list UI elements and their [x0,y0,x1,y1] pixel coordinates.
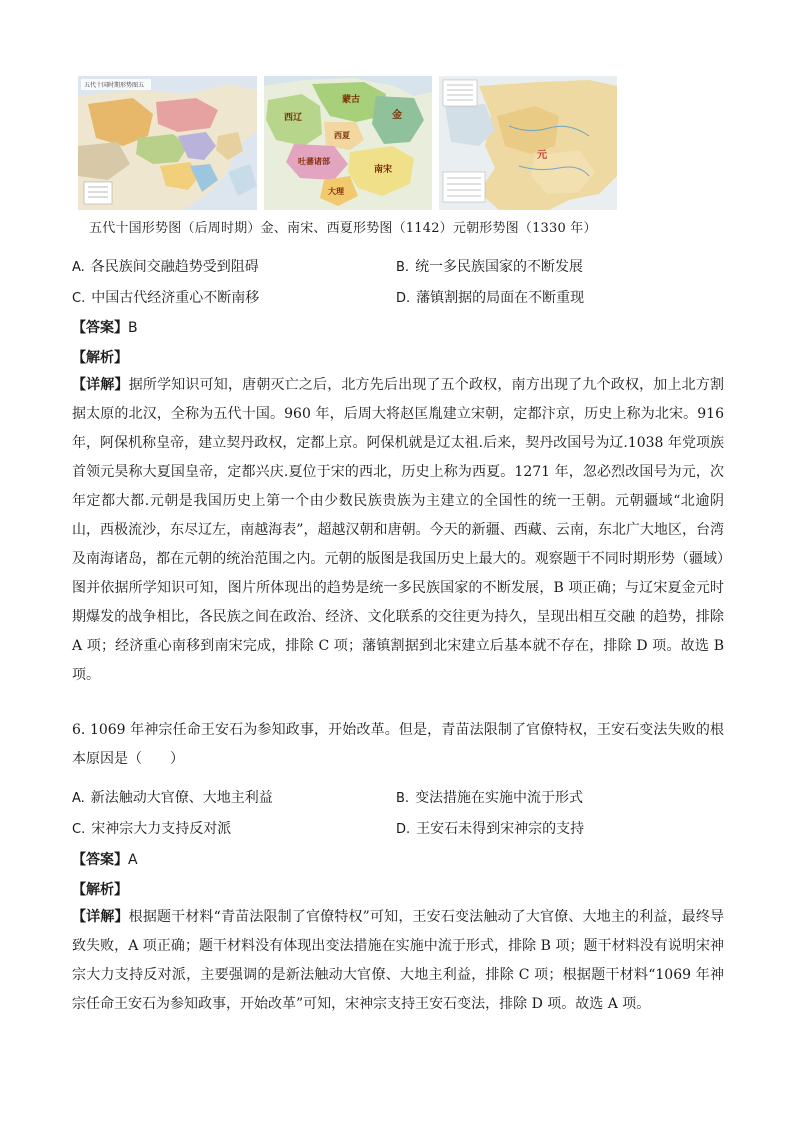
q5-option-a[interactable]: A. 各民族间交融趋势受到阻碍 [72,259,259,275]
map-label-xiliao: 西辽 [284,113,303,123]
q5-option-d[interactable]: D. 藩镇割据的局面在不断重现 [396,290,585,306]
q5-detail: 【详解】据所学知识可知，唐朝灭亡之后，北方先后出现了五个政权，南方出现了九个政权，加上北方割据太原的北汉，全称为五代十国。960 年，后周大将赵匡胤建立宋朝，定都汴京，历史上称为北宋。916 年，阿保机称皇帝，建立契丹政权，定都上京。阿保机就是辽太祖.后来，契丹改国号为辽.1038 年党项族首领元昊称大夏国皇帝，定都兴庆.夏位于宋的西北，历史上称为西夏。1271 年，忽必烈改国号为元，次年定都大都.元朝是我国历史上第一个由少数民族贵族为主建立的全国性的统一王朝。元朝疆域“北逾阴山，西极流沙，东尽辽左，南越海表”，超越汉朝和唐朝。今天的新疆、西藏、云南，东北广大地区，台湾及南海诸岛，都在元朝的统治范围之内。元朝的版图是我国历史上最大的。观察题干不同时期形势（疆域）图并依据所学知识可知，图片所体现出的趋势是统一多民族国家的不断发展，B 项正确；与辽宋夏金元时期爆发的战争相比，各民族之间在政治、经济、文化联系的交往更为持久，呈现出相互交融 的趋势，排除 A 项；经济重心南移到南宋完成，排除 C 项；藩镇割据到北宋建立后基本就不存在，排除 D 项。故选 B 项。 [72,377,725,683]
q5-options-row-2 [72,287,712,307]
map-label-xixia: 西夏 [334,130,350,140]
q6-stem: 6. 1069 年神宗任命王安石为参知政事，开始改革。但是，青苗法限制了官僚特权，王安石变法失败的根本原因是（ ） [72,722,724,767]
map-label-dali: 大理 [328,186,344,196]
q5-options-row-1 [72,256,712,276]
map-label-menggu: 蒙古 [342,95,361,105]
map-label-nansong: 南宋 [374,165,393,175]
q6-option-b[interactable]: B. 变法措施在实施中流于形式 [396,790,584,806]
q6-answer: 【答案】A [72,852,138,868]
q6-analysis-label: 【解析】 [72,882,128,898]
map-label-yuan: 元 [537,150,547,161]
yuan-map-image [439,76,617,210]
q5-answer: 【答案】B [72,320,138,336]
q6-detail: 【详解】根据题干材料“青苗法限制了官僚特权”可知，王安石变法触动了大官僚、大地主的利益，最终导致失败，A 项正确；题干材料没有体现出变法措施在实施中流于形式，排除 B 项；题干材料没有说明宋神宗大力支持反对派，主要强调的是新法触动大官僚、大地主利益，排除 C 项；根据题干材料“1069 年神宗任命王安石为参知政事，开始改革”可知，宋神宗支持王安石变法，排除 D 项。故选 A 项。 [72,909,725,1012]
map-label-jin: 金 [392,110,402,121]
map-label-tubo: 吐蕃诸部 [298,156,330,166]
q5-option-c[interactable]: C. 中国古代经济重心不断南移 [72,290,260,306]
q6-option-a[interactable]: A. 新法触动大官僚、大地主利益 [72,790,273,806]
q6-option-d[interactable]: D. 王安石未得到宋神宗的支持 [396,821,585,837]
q6-option-c[interactable]: C. 宋神宗大力支持反对派 [72,821,232,837]
q5-option-b[interactable]: B. 统一多民族国家的不断发展 [396,259,584,275]
q6-options-row-1 [72,787,712,807]
jin-song-xixia-map-image [264,76,432,210]
q5-analysis-label: 【解析】 [72,350,128,366]
wudai-map-image [78,76,257,210]
q6-options-row-2 [72,818,712,838]
wudai-map-title: 五代十国时期形势图五 [84,82,145,89]
map-caption: 五代十国形势图（后周时期）金、南宋、西夏形势图（1142）元朝形势图（1330 年） [89,221,597,236]
